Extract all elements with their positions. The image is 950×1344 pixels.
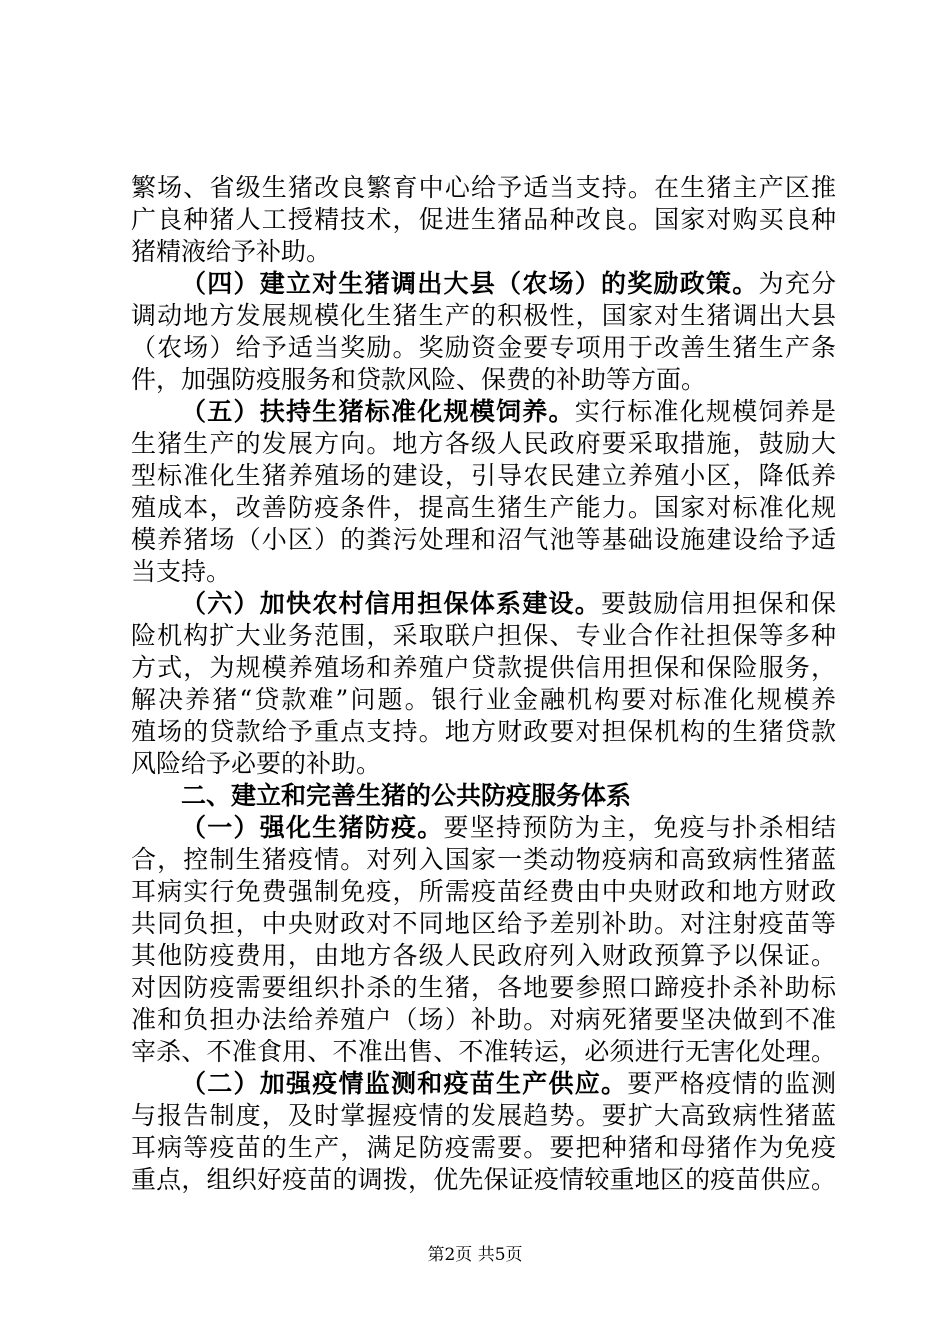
paragraph-first-line (131, 588, 836, 620)
text-line: 耳病等疫苗的生产，满足防疫需要。要把种猪和母猪作为免疫 (131, 1133, 836, 1162)
page-footer (0, 1244, 950, 1266)
paragraph (131, 588, 836, 780)
paragraph (131, 812, 836, 1068)
paragraph (131, 172, 836, 268)
paragraph-heading: （二）加强疫情监测和疫苗生产供应。 (181, 1069, 628, 1098)
text-line: 合，控制生猪疫情。对列入国家一类动物疫病和高致病性猪蓝 (131, 845, 836, 874)
paragraph-first-line (131, 812, 836, 844)
paragraph-heading: （一）强化生猪防疫。 (181, 813, 444, 842)
section-title: 二、建立和完善生猪的公共防疫服务体系 (181, 781, 632, 810)
text-line: 其他防疫费用，由地方各级人民政府列入财政预算予以保证。 (131, 941, 836, 970)
text-line: 解决养猪“贷款难”问题。银行业金融机构要对标准化规模养 (131, 685, 836, 714)
paragraph-text: 为充分 (758, 269, 836, 298)
text-line: 调动地方发展规模化生猪生产的积极性，国家对生猪调出大县 (131, 301, 836, 330)
text-line: 对因防疫需要组织扑杀的生猪，各地要参照口蹄疫扑杀补助标 (131, 973, 836, 1002)
paragraph (131, 268, 836, 396)
text-line: 模养猪场（小区）的粪污处理和沼气池等基础设施建设给予适 (131, 525, 836, 554)
text-line: 生猪生产的发展方向。地方各级人民政府要采取措施，鼓励大 (131, 429, 836, 458)
paragraph-first-line (131, 268, 836, 300)
text-line: 重点，组织好疫苗的调拨，优先保证疫情较重地区的疫苗供应。 (131, 1165, 836, 1194)
paragraph-text: 要鼓励信用担保和保 (600, 589, 836, 618)
text-line: 当支持。 (131, 557, 232, 586)
text-line: 广良种猪人工授精技术，促进生猪品种改良。国家对购买良种 (131, 205, 836, 234)
text-line: 猪精液给予补助。 (131, 237, 332, 266)
paragraph-heading: （四）建立对生猪调出大县（农场）的奖励政策。 (181, 269, 759, 298)
paragraph-first-line (131, 1068, 836, 1100)
text-line: 与报告制度，及时掌握疫情的发展趋势。要扩大高致病性猪蓝 (131, 1101, 836, 1130)
paragraph (131, 1068, 836, 1196)
paragraph-text: 实行标准化规模饲养是 (574, 397, 836, 426)
paragraph-first-line (131, 396, 836, 428)
text-line: 殖场的贷款给予重点支持。地方财政要对担保机构的生猪贷款 (131, 717, 836, 746)
text-line: 件，加强防疫服务和贷款风险、保费的补助等方面。 (131, 365, 707, 394)
paragraph-heading: （六）加快农村信用担保体系建设。 (181, 589, 601, 618)
page-number: 第2页 共5页 (427, 1245, 523, 1265)
text-line: 共同负担，中央财政对不同地区给予差别补助。对注射疫苗等 (131, 909, 836, 938)
paragraph-text: 要严格疫情的监测 (627, 1069, 836, 1098)
text-line: 耳病实行免费强制免疫，所需疫苗经费由中央财政和地方财政 (131, 877, 836, 906)
paragraph-text: 要坚持预防为主，免疫与扑杀相结 (443, 813, 836, 842)
text-line: 宰杀、不准食用、不准出售、不准转运，必须进行无害化处理。 (131, 1037, 836, 1066)
text-line: 险机构扩大业务范围，采取联户担保、专业合作社担保等多种 (131, 621, 836, 650)
text-line: （农场）给予适当奖励。奖励资金要专项用于改善生猪生产条 (131, 333, 836, 362)
text-line: 准和负担办法给养殖户（场）补助。对病死猪要坚决做到不准 (131, 1005, 836, 1034)
paragraph-heading: （五）扶持生猪标准化规模饲养。 (181, 397, 575, 426)
text-line: 方式，为规模养殖场和养殖户贷款提供信用担保和保险服务， (131, 653, 836, 682)
paragraph (131, 396, 836, 588)
text-line: 繁场、省级生猪改良繁育中心给予适当支持。在生猪主产区推 (131, 173, 836, 202)
text-line: 风险给予必要的补助。 (131, 749, 382, 778)
text-line: 殖成本，改善防疫条件，提高生猪生产能力。国家对标准化规 (131, 493, 836, 522)
text-line: 型标准化生猪养殖场的建设，引导农民建立养殖小区，降低养 (131, 461, 836, 490)
document-body (131, 172, 836, 1196)
